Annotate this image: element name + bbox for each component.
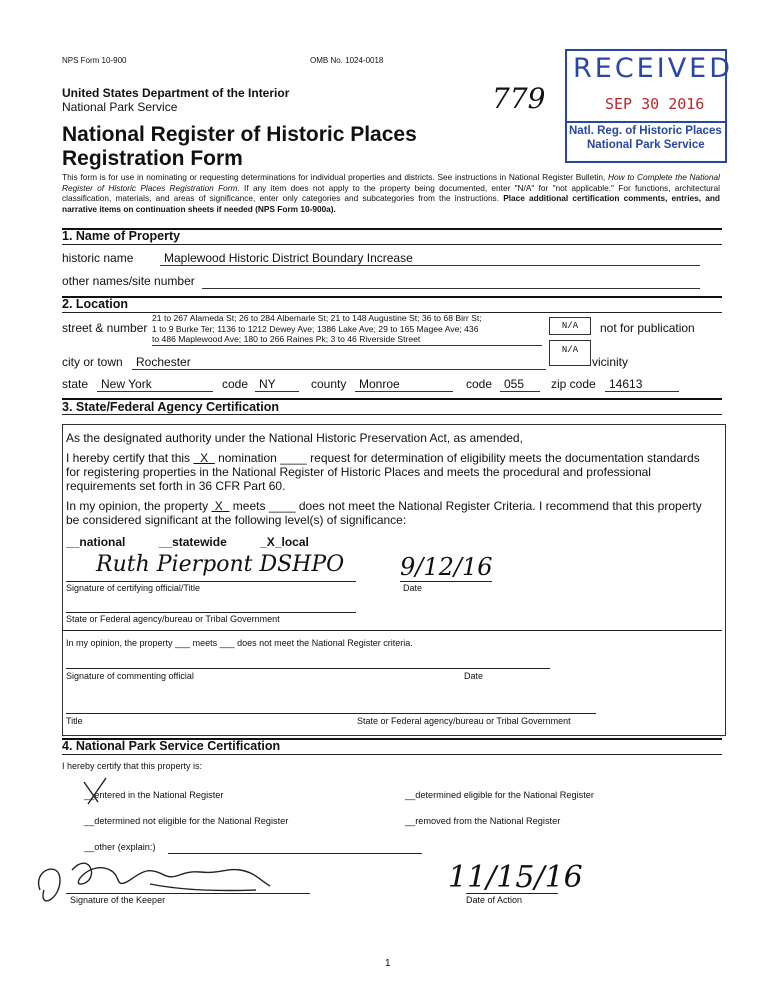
state-field[interactable]: New York bbox=[97, 377, 213, 392]
state-label: state bbox=[62, 377, 89, 391]
zip-label: zip code bbox=[551, 377, 596, 391]
historic-name-label: historic name bbox=[62, 251, 134, 265]
section-4-heading: 4. National Park Service Certification bbox=[62, 739, 281, 753]
level-local: local bbox=[281, 535, 309, 549]
county-code-label: code bbox=[466, 377, 493, 391]
omb-number: OMB No. 1024-0018 bbox=[310, 56, 384, 65]
option-removed[interactable]: __removed from the National Register bbox=[405, 816, 561, 826]
handwritten-reference: 779 bbox=[492, 82, 546, 115]
section-3-heading: 3. State/Federal Agency Certification bbox=[62, 400, 279, 414]
street-label: street & number bbox=[62, 321, 148, 335]
form-title bbox=[62, 123, 417, 171]
county-field[interactable]: Monroe bbox=[355, 377, 453, 392]
city-field[interactable]: Rochester bbox=[132, 355, 546, 370]
title-line-2: Registration Form bbox=[62, 147, 243, 170]
certifying-signature: Ruth Pierpont DSHPO bbox=[96, 552, 345, 577]
nps-certify-intro: I hereby certify that this property is: bbox=[62, 761, 203, 771]
service-name: National Park Service bbox=[62, 100, 178, 114]
entered-check-mark bbox=[80, 776, 110, 806]
commenting-signature-label: Signature of commenting official bbox=[66, 671, 194, 681]
keeper-signature-label: Signature of the Keeper bbox=[70, 895, 166, 905]
option-other[interactable]: __other (explain:) bbox=[84, 842, 156, 852]
option-entered[interactable]: __entered in the National Register bbox=[84, 790, 224, 800]
stamp-received-text: RECEIVED bbox=[573, 53, 734, 84]
section-1-heading: 1. Name of Property bbox=[62, 229, 181, 243]
form-number: NPS Form 10-900 bbox=[62, 56, 127, 65]
opinion-text: In my opinion, the property ___ meets ___ does not meet the National Register criteria. bbox=[66, 638, 413, 648]
state-agency-2-label: State or Federal agency/bureau or Tribal Government bbox=[357, 716, 571, 726]
stamp-org-line-1: Natl. Reg. of Historic Places bbox=[569, 125, 722, 137]
vicinity-checkbox[interactable]: N/A bbox=[549, 340, 591, 366]
action-date: 11/15/16 bbox=[448, 860, 583, 895]
stamp-org-line-2: National Park Service bbox=[587, 139, 705, 151]
city-label: city or town bbox=[62, 355, 123, 369]
stamp-date: SEP 30 2016 bbox=[605, 95, 705, 113]
agency-name: United States Department of the Interior bbox=[62, 86, 290, 100]
option-determined-eligible[interactable]: __determined eligible for the National Register bbox=[405, 790, 594, 800]
other-names-field[interactable] bbox=[202, 274, 700, 289]
option-not-eligible[interactable]: __determined not eligible for the National Register bbox=[84, 816, 289, 826]
certifying-date: 9/12/16 bbox=[400, 553, 493, 581]
received-stamp bbox=[565, 49, 734, 163]
vicinity-label: vicinity bbox=[592, 355, 629, 369]
significance-levels: __national __statewide _X_local bbox=[66, 535, 309, 549]
keeper-signature bbox=[30, 840, 280, 920]
street-field[interactable]: 21 to 267 Alameda St; 26 to 284 Albemarle St; 21 to 148 Augustine St; 36 to 68 Birr St; 1 to 9 Burke Ter; 1136 to 1212 Dewey Ave; 1386 Lake Ave; 29 to 165 Magee Ave; 436 to 486 Maplewood Ave; 180 to 266 Raines Pk; 3 to 46 Riverside Street bbox=[152, 313, 542, 346]
state-agency-label: State or Federal agency/bureau or Tribal Government bbox=[66, 614, 280, 624]
certifying-signature-label: Signature of certifying official/Title bbox=[66, 583, 201, 593]
county-code-field[interactable]: 055 bbox=[500, 377, 540, 392]
title-label: Title bbox=[66, 716, 83, 726]
not-for-publication-label: not for publication bbox=[600, 321, 695, 335]
zip-field[interactable]: 14613 bbox=[605, 377, 679, 392]
certification-text: As the designated authority under the National Historic Preservation Act, as amended, I hereby certify that this X nomination ____ request for determination of eligibility meets the documentation standards for registering properties in the National Register of Historic Places and meets the procedural and professional requirements set forth in 36 CFR Part 60. In my opinion, the property X meets ____ does not meet the National Register Criteria. I recommend that this property be considered significant at the following level(s) of significance: bbox=[66, 431, 702, 527]
county-label: county bbox=[311, 377, 347, 391]
other-names-label: other names/site number bbox=[62, 274, 195, 288]
title-line-1: National Register of Historic Places bbox=[62, 123, 417, 146]
not-for-publication-checkbox[interactable]: N/A bbox=[549, 317, 591, 335]
section-2-heading: 2. Location bbox=[62, 297, 128, 311]
comment-date-label: Date bbox=[464, 671, 484, 681]
page-number: 1 bbox=[385, 958, 391, 969]
code-label: code bbox=[222, 377, 249, 391]
intro-paragraph: This form is for use in nominating or requesting determinations for individual properties and districts. See instructions in National Register Bulletin, How to Complete the National Register of Historic Places Registration Form. If any item does not apply to the property being documented, enter "N/A" for "not applicable." For functions, architectural classification, materials, and areas of significance, enter only categories and subcategories from the instructions. Place additional certification comments, entries, and narrative items on continuation sheets if needed (NPS Form 10-900a). bbox=[62, 172, 720, 214]
historic-name-field[interactable]: Maplewood Historic District Boundary Increase bbox=[160, 251, 700, 266]
level-statewide: statewide bbox=[172, 535, 227, 549]
date-of-action-label: Date of Action bbox=[466, 895, 523, 905]
level-national: national bbox=[79, 535, 126, 549]
certifying-date-label: Date bbox=[403, 583, 423, 593]
state-code-field[interactable]: NY bbox=[255, 377, 299, 392]
